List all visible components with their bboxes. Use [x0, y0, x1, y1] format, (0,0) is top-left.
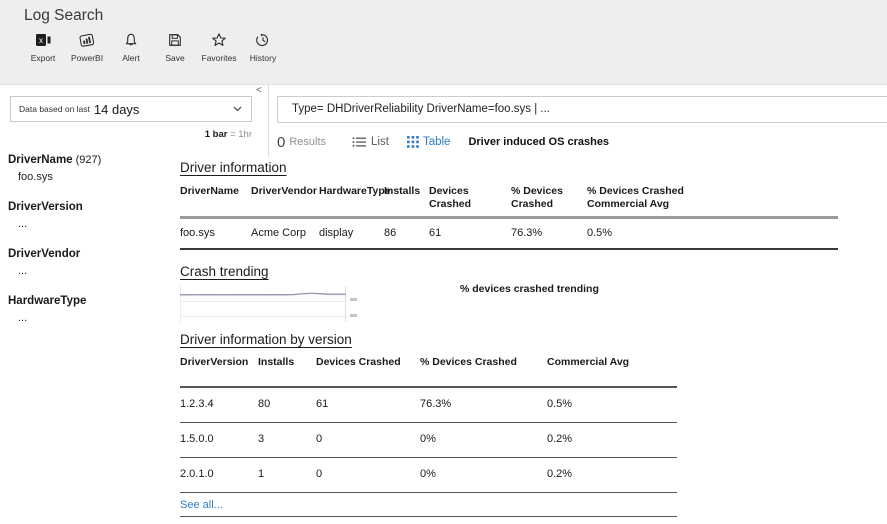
favorites-button[interactable] [197, 32, 241, 63]
toolbar-label: Alert [122, 53, 140, 63]
export-button[interactable] [21, 32, 65, 63]
facet-drivervendor [8, 247, 101, 278]
toolbar-label: History [249, 53, 277, 63]
results-count: 0 [277, 133, 286, 151]
powerbi-icon [65, 32, 109, 50]
column-header: DriverVendor [251, 182, 319, 218]
table-grid-icon [407, 136, 419, 148]
results-count-label: Results [289, 136, 327, 148]
history-button[interactable] [241, 32, 285, 63]
search-query-input[interactable] [277, 96, 887, 123]
view-title: Driver induced OS crashes [468, 136, 610, 148]
column-header: Installs [384, 182, 429, 218]
section-heading: Crash trending [180, 264, 269, 279]
cell-devices-crashed: 0 [316, 423, 420, 458]
page-title: Log Search [24, 7, 104, 24]
bell-icon [109, 32, 153, 50]
column-header: Devices Crashed [316, 353, 420, 387]
axis-tick [350, 314, 357, 317]
facet-name: DriverName (927) [8, 154, 102, 166]
header [0, 0, 887, 85]
cell-commercial-avg: 0.2% [547, 423, 677, 458]
cell-commercial-avg: 0.5% [547, 387, 677, 423]
cell-driverversion: 2.0.1.0 [180, 458, 258, 493]
cell-drivervendor: Acme Corp [251, 218, 319, 250]
crash-trend-sparkline [180, 286, 346, 322]
table-row [180, 423, 677, 458]
facet-expand-ellipsis[interactable]: ... [18, 312, 28, 324]
driver-information-table [180, 182, 838, 250]
sparkline-chart [180, 286, 346, 322]
section-heading: Driver information [180, 160, 287, 175]
cell-devices-crashed: 61 [316, 387, 420, 423]
facet-name: HardwareType [8, 295, 87, 307]
facet-drivername [8, 153, 101, 184]
bar-scale-note [0, 129, 252, 140]
toolbar-label: Export [30, 53, 56, 63]
crash-trending-section [180, 264, 838, 322]
facet-name: DriverVendor [8, 248, 81, 260]
toolbar-label: Favorites [201, 53, 237, 63]
table-row [180, 218, 838, 250]
list-icon [352, 136, 367, 148]
save-icon [153, 32, 197, 50]
cell-commercial-avg: 0.2% [547, 458, 677, 493]
excel-export-icon [21, 32, 65, 50]
driver-version-table [180, 353, 677, 493]
toolbar-label: Save [165, 53, 185, 63]
facet-list [8, 153, 101, 341]
time-range-dropdown[interactable] [10, 96, 252, 122]
cell-installs: 3 [258, 423, 316, 458]
collapse-panel-chevron[interactable]: < [256, 85, 262, 96]
cell-commercial-avg: 0.5% [587, 218, 838, 250]
column-header: DriverName [180, 182, 251, 218]
column-header: HardwareType [319, 182, 384, 218]
driver-information-section [180, 160, 838, 250]
star-icon [197, 32, 241, 50]
time-range-value: 14 days [93, 101, 140, 117]
column-header: % Devices Crashed [420, 353, 547, 387]
column-header: Installs [258, 353, 316, 387]
tab-table-label: Table [422, 136, 451, 148]
tab-list[interactable] [352, 136, 389, 148]
toolbar-label: PowerBI [70, 53, 104, 63]
facet-name: DriverVersion [8, 201, 83, 213]
cell-devices-crashed: 61 [429, 218, 511, 250]
column-header: DriverVersion [180, 353, 258, 387]
table-row [180, 387, 677, 423]
driver-info-by-version-section [180, 332, 680, 517]
column-header: % Devices Crashed Commercial Avg [587, 182, 838, 218]
svg-text:x: x [38, 36, 43, 45]
cell-hardwaretype: display [319, 218, 384, 250]
bar-scale-bold: 1 bar [204, 129, 228, 140]
cell-devices-crashed: 0 [316, 458, 420, 493]
cell-installs: 80 [258, 387, 316, 423]
column-header: Commercial Avg [547, 353, 677, 387]
table-row [180, 458, 677, 493]
tab-table[interactable] [407, 136, 451, 148]
facet-value[interactable]: foo.sys [18, 171, 53, 183]
cell-driverversion: 1.5.0.0 [180, 423, 258, 458]
facet-hardwaretype [8, 294, 101, 325]
bar-scale-rest: = 1hr [230, 129, 252, 140]
facet-expand-ellipsis[interactable]: ... [18, 218, 28, 230]
cell-driverversion: 1.2.3.4 [180, 387, 258, 423]
column-header: % Devices Crashed [511, 182, 587, 218]
panel-divider [268, 85, 269, 157]
cell-installs: 86 [384, 218, 429, 250]
cell-pct-crashed: 0% [420, 458, 547, 493]
facet-expand-ellipsis[interactable]: ... [18, 265, 28, 277]
toolbar [21, 32, 285, 63]
cell-pct-crashed: 0% [420, 423, 547, 458]
cell-pct-crashed: 76.3% [511, 218, 587, 250]
powerbi-button[interactable] [65, 32, 109, 63]
table-header-row [180, 353, 677, 387]
history-icon [241, 32, 285, 50]
chart-label: % devices crashed trending [460, 283, 599, 295]
facet-driverversion [8, 200, 101, 231]
cell-drivername: foo.sys [180, 218, 251, 250]
cell-installs: 1 [258, 458, 316, 493]
column-header: Devices Crashed [429, 182, 511, 218]
axis-tick [350, 298, 357, 301]
alert-button[interactable] [109, 32, 153, 63]
facet-count: (927) [75, 154, 102, 166]
chevron-down-icon [233, 106, 242, 112]
time-range-label: Data based on last [19, 104, 90, 114]
section-heading: Driver information by version [180, 332, 352, 347]
results-bar [277, 132, 609, 152]
see-all-link[interactable]: See all... [180, 493, 677, 517]
cell-pct-crashed: 76.3% [420, 387, 547, 423]
tab-list-label: List [371, 136, 389, 148]
search-query-text: Type= DHDriverReliability DriverName=foo.sys | ... [292, 103, 550, 115]
save-button[interactable] [153, 32, 197, 63]
table-header-row [180, 182, 838, 218]
